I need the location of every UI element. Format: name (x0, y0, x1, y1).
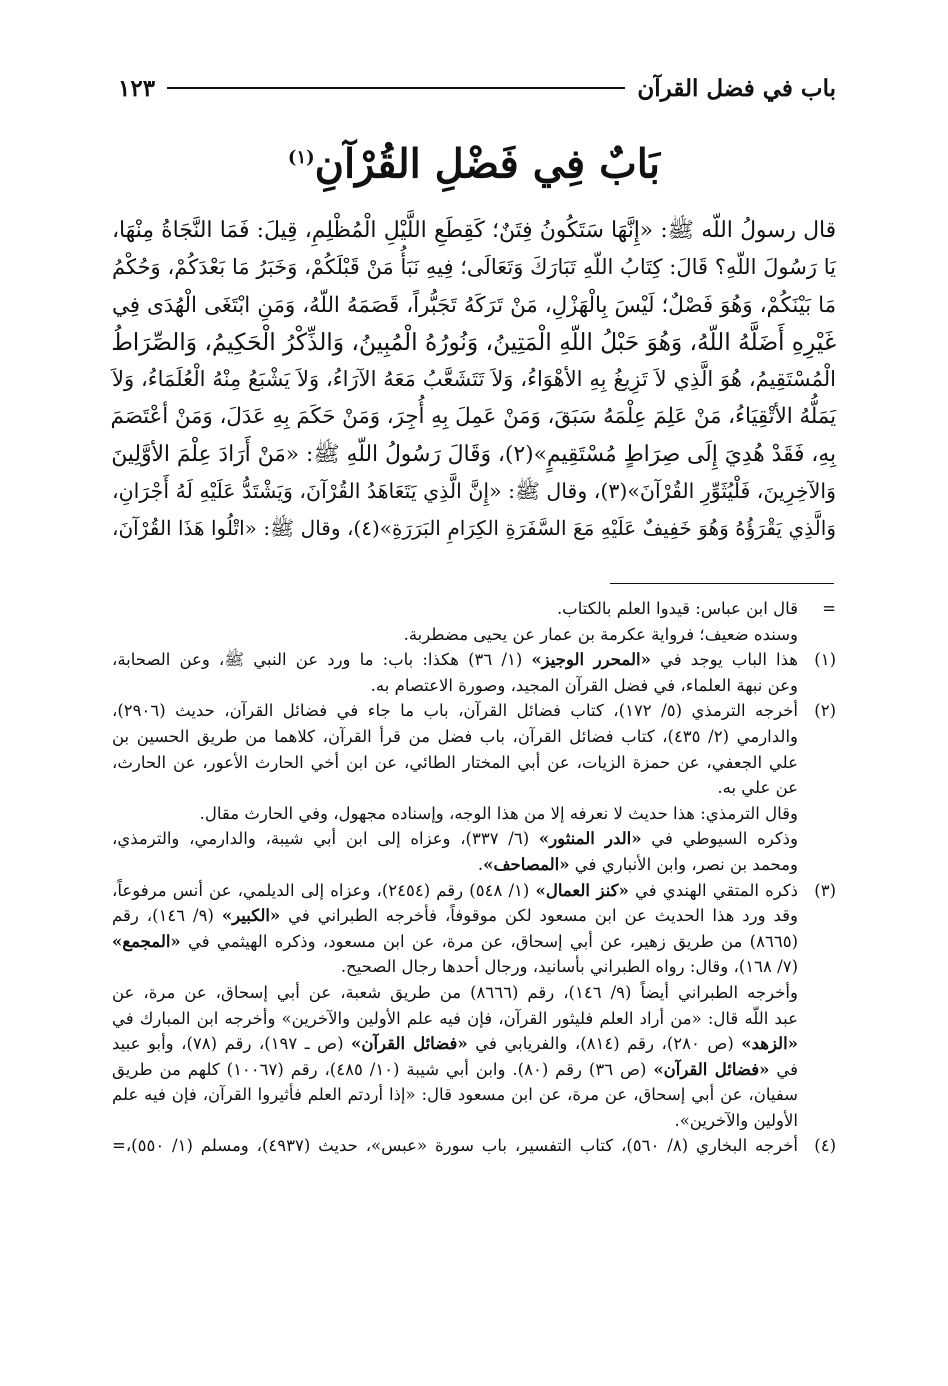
footnote-line: وسنده ضعيف؛ فرواية عكرمة بن عمار عن يحيى مضطربة. (403, 624, 798, 644)
continuation-marker: = (822, 599, 836, 618)
main-line: وَالآخِرِينَ، فَلْيُثَوِّرِ القُرْآنَ»(٣)، وقال ﷺ: «إِنَّ الَّذِي يَتَعَاهَدُ القُرْآنَ، وَيَشْتَدُّ عَلَيْهِ لَهُ أَجْرَانِ، (112, 479, 837, 504)
text-run: وذكره السيوطي في (641, 829, 798, 849)
footnote-line: سفيان، عن أبي إسحاق، عن مرة، عن ابن مسعود قال: «إذا أردتم العلم فأثيروا القرآن، فإن فيه علم (112, 1085, 798, 1105)
footnote-number: (١) (814, 650, 836, 670)
text-run: . (477, 854, 484, 874)
main-text (112, 212, 836, 548)
text-run: في (769, 1059, 798, 1079)
footnote-number: (٣) (814, 880, 836, 900)
text-run: (٨٦٦٥) من طريق زهير، عن أبي إسحاق، عن مرة، عن ابن مسعود، وذكره الهيثمي في (180, 931, 798, 951)
footnote-line: وعن نبهة العلماء، في فضل القرآن المجيد، وصورة الاعتصام به. (370, 675, 798, 695)
footnote-line (112, 878, 798, 904)
footnote-line: أخرجه الترمذي (٥/ ١٧٢)، كتاب فضائل القرآن، باب ما جاء في فضائل القرآن، حديث (٢٩٠٦)، (112, 701, 798, 721)
chapter-title (112, 128, 836, 194)
main-line: بِهِ، فَقَدْ هُدِيَ إِلَى صِرَاطٍ مُسْتَقِيمٍ»(٢)، وَقَالَ رَسُولُ اللّهِ ﷺ: «مَنْ أَرَادَ عِلْمَ الأوَّلِينَ (111, 441, 836, 467)
main-line: يَا رَسُولَ اللّهِ؟ قَالَ: كِتَابُ اللّهِ تَبَارَكَ وَتَعَالَى؛ فِيهِ نَبَأُ مَنْ قَبْلَكُمْ، وَخَبَرُ مَا بَعْدَكُمْ، وَحُكْمُ (112, 255, 836, 280)
footnote-1 (112, 647, 836, 698)
footnote-separator (610, 583, 834, 584)
footnote-line: وقال الترمذي: هذا حديث لا نعرفه إلا من هذا الوجه، وإسناده مجهول، وفي الحارث مقال. (199, 803, 798, 823)
text-run: (٩/ ١٤٦)، رقم (112, 906, 222, 926)
text-run: (١/ ٥٤٨) رقم (٢٤٥٤)، وعزاه إلى الديلمي، عن أنس مرفوعاً، (112, 880, 536, 900)
book-title: «كنز العمال» (535, 880, 629, 900)
footnote-line (112, 852, 798, 878)
footnote-line: قال ابن عباس: قيدوا العلم بالكتاب. (556, 599, 798, 618)
main-line: قال رسولُ اللّه ﷺ: «إِنَّهَا سَتَكُونُ فِتَنٌ؛ كَقِطَعِ اللَّيْلِ الْمُظْلِمِ، قِيلَ: فَمَا النَّجَاةُ مِنْهَا، (112, 218, 836, 243)
book-title: «فضائل القرآن» (653, 1059, 770, 1079)
footnote-line (112, 929, 798, 955)
footnote-line: وأخرجه الطبراني أيضاً (٩/ ١٤٦)، رقم (٨٦٦٦) من طريق شعبة، عن أبي إسحاق، عن مرة، عن (112, 982, 798, 1002)
footnote-number: (٤) (814, 1136, 836, 1156)
book-title: «المجمع» (112, 931, 181, 951)
text-run: ذكره المتقي الهندي في (628, 880, 799, 900)
book-title: «الكبير» (221, 906, 281, 926)
main-line: يَمَلُّهُ الأتْقِيَاءُ، مَنْ عَلِمَ عِلْمَهُ سَبَقَ، وَمَنْ عَمِلَ بِهِ أُجِرَ، وَمَنْ حَكَمَ بِهِ عَدَلَ، وَمَنْ أعْتَصَمَ (110, 404, 836, 430)
footnote-line: (٧/ ١٦٨)، وقال: رواه الطبراني بأسانيد، ورجال أحدها رجال الصحيح. (340, 957, 798, 977)
footnote-4 (112, 1133, 836, 1159)
main-line: الْمُسْتَقِيمُ، هُوَ الَّذِي لاَ تَزِيغُ بِهِ الأهْوَاءُ، وَلاَ تَتَشَعَّبُ مَعَهُ الآرَاءُ، وَلاَ يَشْبَعُ مِنْهُ الْعُلَمَاءُ، وَلاَ (112, 367, 836, 392)
text-run: (٦/ ٣٣٧)، وعزاه إلى ابن أبي شيبة، والدارمي، والترمذي، (112, 829, 539, 849)
text-run: (ص ـ ١٩٧)، رقم (٧٨)، وأبو عبيد (112, 1034, 352, 1054)
main-line: مَا بَيْنَكُمْ، وَهُوَ فَصْلٌ؛ لَيْسَ بِالْهَزْلِ، مَنْ تَرَكَهُ تَجَبُّراً، قَصَمَهُ اللّهُ، وَمَنِ ابْتَغَى الْهُدَى فِي (112, 292, 836, 318)
text-run: وقد ورد هذا الحديث عن ابن مسعود لكن موقوفاً، فأخرجه الطبراني في (280, 906, 798, 926)
footnote-3 (112, 878, 836, 1134)
footnote-line: والدارمي (٢/ ٤٣٥)، كتاب فضائل القرآن، باب فضل من قرأ القرآن، كلاهما من طريق الحسين بن (112, 726, 799, 746)
footnote-2 (112, 698, 836, 877)
footnote-line: عبد اللّه قال: «من أراد العلم فليثور القرآن، فإن فيه علم الأولين والآخرين» وأخرجه ابن المبارك في (112, 1008, 798, 1028)
main-line: غَيْرِهِ أَضَلَّهُ اللّهُ، وَهُوَ حَبْلُ اللّهِ الْمَتِينُ، وَنُورُهُ الْمُبِينُ، وَالذِّكْرُ الْحَكِيمُ، وَالصِّرَاطُ (111, 328, 836, 356)
footnote-line (112, 1057, 798, 1083)
main-line: وَالَّذِي يَقْرَؤُهُ وَهُوَ خَفِيفٌ عَلَيْهِ مَعَ السَّفَرَةِ الكِرَامِ البَرَرَةِ»(٤)، وقال ﷺ: «اتْلُوا هَذَا القُرْآنَ، (112, 516, 836, 541)
footnote-line (112, 826, 798, 852)
book-title: «فضائل القرآن» (351, 1034, 468, 1054)
footnote-line: علي الجعفي، عن حمزة الزيات، عن أبي المختار الطائي، عن ابن أخي الحارث الأعور، عن الحارث، (112, 752, 798, 772)
book-title: «المصاحف» (483, 854, 570, 874)
book-title: «الزهد» (741, 1034, 798, 1054)
chapter-title-text: بَابٌ فِي فَضْلِ القُرْآنِ (314, 140, 661, 188)
footnote-line: الأولين والآخرين». (674, 1110, 798, 1130)
footnote-continuation (112, 596, 836, 647)
footnote-line: عن علي به. (717, 778, 798, 798)
running-header (118, 70, 836, 106)
book-title: «المحرر الوجيز» (531, 650, 651, 670)
text-run: ومحمد بن نصر، وابن الأنباري في (569, 854, 798, 874)
text-run: (١/ ٣٦) هكذا: باب: ما ورد عن النبي ﷺ، وعن الصحابة، (112, 650, 532, 670)
chapter-note-ref: (١) (287, 147, 315, 168)
footnote-line (112, 903, 798, 929)
text-run: (ص ٣٦) رقم (٨٠). وابن أبي شيبة (١٠/ ٤٨٥)، رقم (١٠٠٦٧) كلهم من طريق (112, 1059, 654, 1079)
book-title: «الدر المنثور» (538, 829, 642, 849)
running-header-title: باب في فضل القرآن (637, 74, 836, 102)
text-run: (ص ٢٨٠)، رقم (٨١٤)، والفريابي في (467, 1034, 742, 1054)
text-run: هذا الباب يوجد في (650, 650, 798, 670)
page-number: ١٢٣ (118, 74, 156, 102)
header-rule (167, 87, 625, 89)
footnote-line (112, 1031, 798, 1057)
footnote-line: أخرجه البخاري (٨/ ٥٦٠)، كتاب التفسير، باب سورة «عبس»، حديث (٤٩٣٧)، ومسلم (١/ ٥٥٠)،= (112, 1136, 798, 1156)
footnote-line (112, 647, 798, 673)
footnote-number: (٢) (814, 701, 836, 721)
footnotes (112, 596, 836, 1159)
